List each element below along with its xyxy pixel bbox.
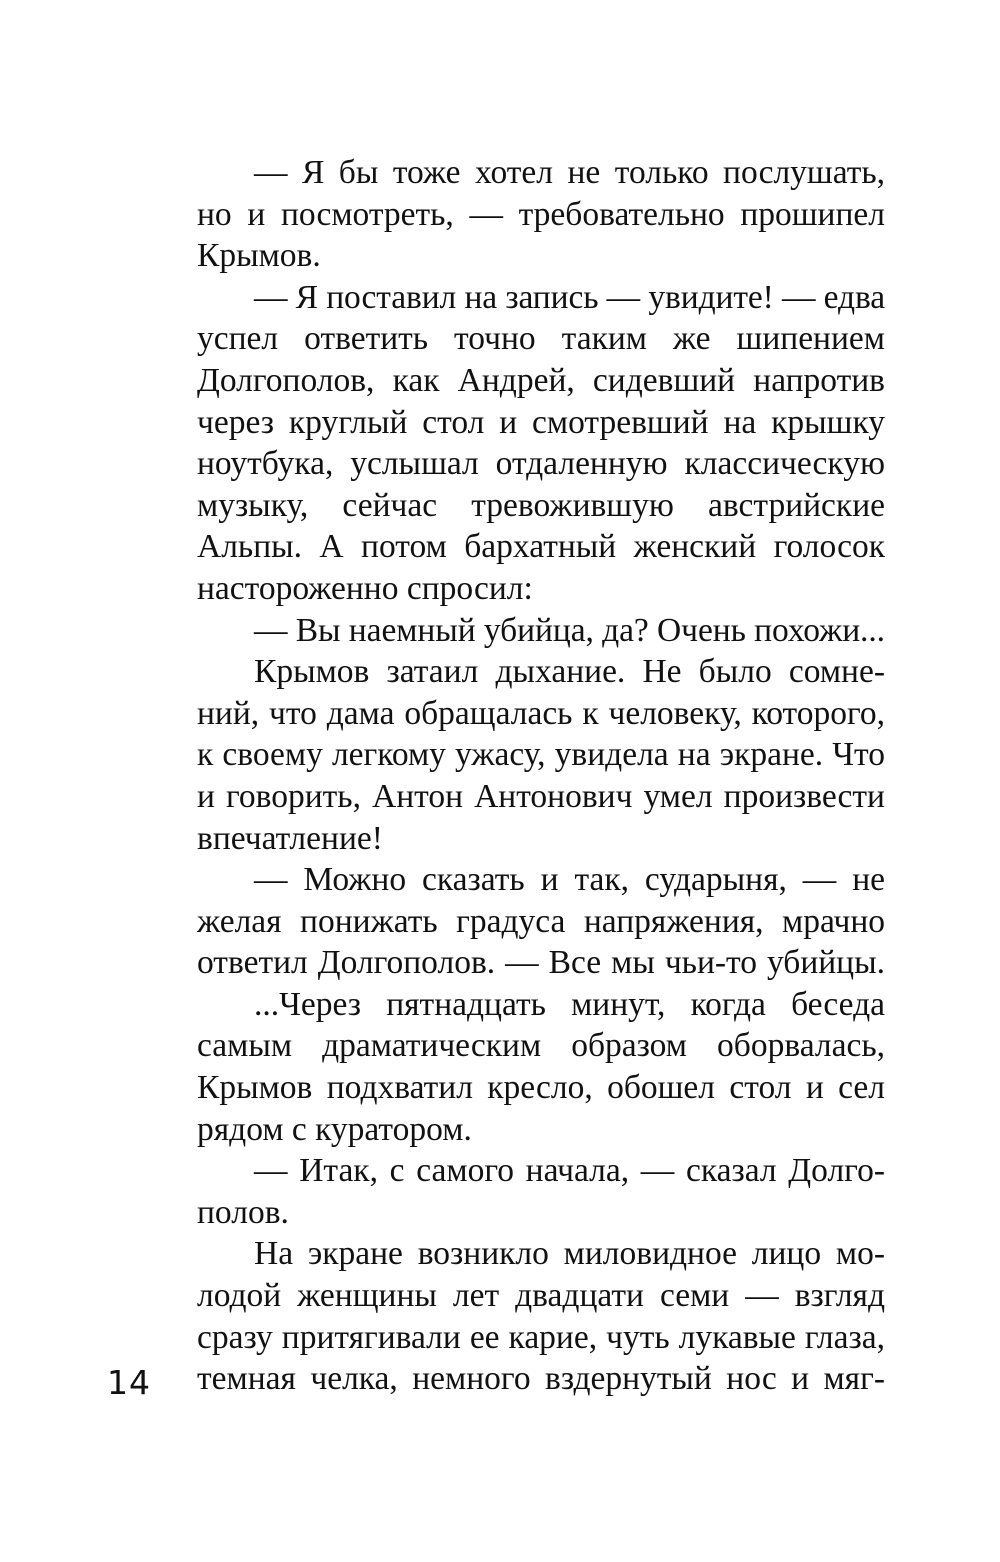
text-line: ний, что дама обращалась к человеку, которого,: [197, 694, 885, 732]
text-line: Крымов затаил дыхание. Не было сомне-: [254, 653, 885, 691]
text-line: сразу притягивали ее карие, чуть лукавые глаза,: [197, 1318, 885, 1356]
text-line: рядом с куратором.: [197, 1110, 472, 1148]
text-line: — Я бы тоже хотел не только послушать,: [254, 154, 885, 191]
text-line: На экране возникло миловидное лицо мо-: [254, 1235, 885, 1273]
text-line: лодой женщины лет двадцати семи — взгляд: [197, 1277, 885, 1315]
text-line: но и посмотреть, — требовательно прошипел: [197, 195, 885, 233]
text-line: полов.: [197, 1193, 289, 1231]
text-line: желая понижать градуса напряжения, мрачно: [197, 902, 885, 940]
text-line: настороженно спросил:: [197, 569, 533, 607]
text-line: ноутбука, услышал отдаленную классическую: [197, 445, 885, 483]
text-line: — Итак, с самого начала, — сказал Долго-: [254, 1152, 885, 1190]
text-line: ...Через пятнадцать минут, когда беседа: [254, 985, 885, 1023]
text-line: Долгополов, как Андрей, сидевший напротив: [197, 361, 885, 399]
text-line: к своему легкому ужасу, увидела на экране. Что: [197, 736, 885, 774]
text-line: и говорить, Антон Антонович умел произвести: [197, 777, 885, 815]
text-line: темная челка, немного вздернутый нос и мяг-: [197, 1360, 885, 1398]
text-line: Крымов.: [197, 237, 321, 275]
text-line: Альпы. А потом бархатный женский голосок: [197, 528, 885, 566]
text-line: музыку, сейчас тревожившую австрийские: [197, 486, 885, 524]
text-line: успел ответить точно таким же шипением: [197, 320, 885, 358]
text-line: впечатление!: [197, 819, 383, 857]
text-line: самым драматическим образом оборвалась,: [197, 1027, 885, 1065]
text-line: — Можно сказать и так, сударыня, — не: [254, 861, 885, 899]
text-line: ответил Долгополов. — Все мы чьи-то убийцы.: [197, 944, 885, 982]
page-number: 14: [107, 1363, 151, 1402]
text-line: — Вы наемный убийца, да? Очень похожи...: [254, 611, 885, 649]
body-text: [197, 152, 885, 1400]
text-line: через круглый стол и смотревший на крышку: [197, 403, 885, 441]
text-line: Крымов подхватил кресло, обошел стол и сел: [197, 1069, 885, 1107]
text-line: — Я поставил на запись — увидите! — едва: [254, 278, 885, 316]
